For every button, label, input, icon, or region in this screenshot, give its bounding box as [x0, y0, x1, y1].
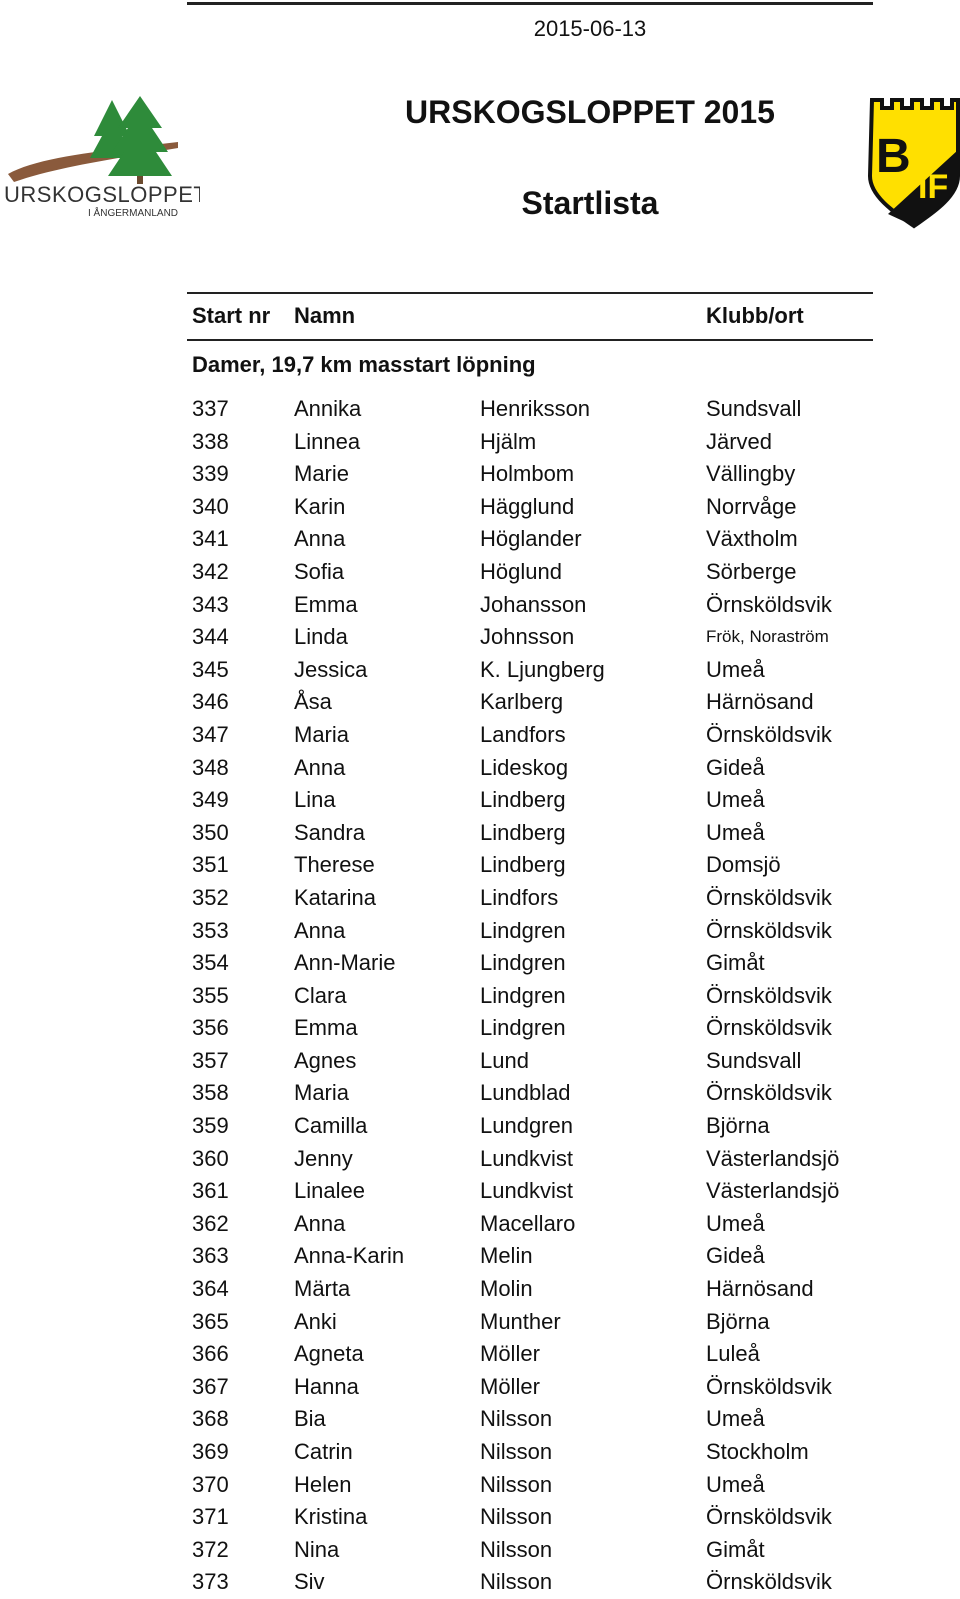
last-name-cell: Holmbom — [480, 461, 575, 487]
bif-club-logo — [868, 94, 960, 230]
table-row — [0, 849, 960, 882]
last-name-cell: Lundkvist — [480, 1145, 573, 1171]
first-name-cell: Clara — [294, 982, 347, 1008]
club-cell: Västerlandsjö — [706, 1178, 840, 1204]
club-cell: Umeå — [706, 787, 765, 813]
last-name-cell: Lindgren — [480, 950, 566, 976]
club-cell: Örnsköldsvik — [706, 917, 832, 943]
first-name-cell: Agneta — [294, 1341, 364, 1367]
last-name-cell: Lundkvist — [480, 1178, 573, 1204]
first-name-cell: Anna-Karin — [294, 1243, 405, 1269]
start-nr-cell: 363 — [192, 1243, 229, 1269]
start-nr-cell: 366 — [192, 1341, 229, 1367]
table-row — [0, 719, 960, 752]
first-name-cell: Anki — [294, 1308, 337, 1334]
column-header-club: Klubb/ort — [706, 303, 804, 328]
last-name-cell: Nilsson — [480, 1536, 553, 1562]
start-nr-cell: 371 — [192, 1504, 229, 1530]
start-nr-cell: 356 — [192, 1015, 229, 1041]
start-nr-cell: 373 — [192, 1569, 229, 1595]
first-name-cell: Annika — [294, 396, 362, 421]
club-cell: Gideå — [706, 754, 765, 780]
start-nr-cell: 351 — [192, 852, 229, 878]
club-cell: Domsjö — [706, 852, 781, 878]
header-bottom-rule — [187, 339, 873, 341]
document-date: 2015-06-13 — [533, 16, 647, 41]
table-row — [0, 947, 960, 980]
column-header-name: Namn — [294, 303, 356, 328]
club-cell: Norrvåge — [706, 493, 797, 519]
club-cell: Björna — [706, 1308, 770, 1334]
last-name-cell: Höglander — [480, 526, 582, 552]
start-nr-cell: 370 — [192, 1471, 229, 1497]
table-row — [0, 1534, 960, 1567]
first-name-cell: Anna — [294, 754, 346, 780]
table-row — [0, 1566, 960, 1599]
first-name-cell: Sandra — [294, 819, 365, 845]
tree-icon — [0, 92, 200, 227]
club-cell: Sundsvall — [706, 1047, 802, 1073]
start-nr-cell: 341 — [192, 526, 229, 552]
start-nr-cell: 353 — [192, 917, 229, 943]
start-nr-cell: 342 — [192, 558, 229, 584]
last-name-cell: Macellaro — [480, 1210, 576, 1236]
startlist-table — [0, 393, 960, 1599]
table-row — [0, 621, 960, 654]
table-row — [0, 589, 960, 622]
last-name-cell: Höglund — [480, 558, 562, 584]
first-name-cell: Marie — [294, 461, 350, 487]
start-nr-cell: 357 — [192, 1047, 229, 1073]
header-top-rule — [187, 292, 873, 294]
club-cell: Örnsköldsvik — [706, 982, 832, 1008]
table-row — [0, 1077, 960, 1110]
last-name-cell: Lundgren — [480, 1113, 573, 1139]
section-heading: Damer, 19,7 km masstart löpning — [192, 352, 536, 377]
table-row — [0, 1012, 960, 1045]
first-name-cell: Camilla — [294, 1113, 368, 1139]
first-name-cell: Helen — [294, 1471, 352, 1497]
table-row — [0, 654, 960, 687]
start-nr-cell: 349 — [192, 787, 229, 813]
first-name-cell: Catrin — [294, 1439, 353, 1464]
last-name-cell: Johansson — [480, 591, 587, 617]
club-cell: Örnsköldsvik — [706, 884, 832, 910]
last-name-cell: Lindberg — [480, 819, 566, 845]
last-name-cell: Hägglund — [480, 493, 575, 519]
start-nr-cell: 367 — [192, 1373, 229, 1399]
start-nr-cell: 364 — [192, 1276, 229, 1302]
first-name-cell: Therese — [294, 852, 375, 878]
first-name-cell: Siv — [294, 1569, 325, 1595]
club-cell: Gideå — [706, 1243, 765, 1269]
start-nr-cell: 362 — [192, 1210, 229, 1236]
table-row — [0, 1436, 960, 1469]
first-name-cell: Hanna — [294, 1373, 359, 1399]
table-row — [0, 523, 960, 556]
start-nr-cell: 368 — [192, 1406, 229, 1432]
club-cell: Härnösand — [706, 689, 814, 715]
last-name-cell: Lindberg — [480, 787, 566, 813]
table-row — [0, 491, 960, 524]
table-row — [0, 1110, 960, 1143]
last-name-cell: Molin — [480, 1276, 533, 1302]
club-cell: Gimåt — [706, 1536, 765, 1562]
club-cell: Umeå — [706, 1210, 765, 1236]
first-name-cell: Lina — [294, 787, 336, 813]
first-name-cell: Linda — [294, 624, 348, 650]
urskogsloppet-logo — [0, 92, 200, 227]
club-cell: Gimåt — [706, 950, 765, 976]
document-subtitle: Startlista — [521, 185, 659, 221]
club-cell: Örnsköldsvik — [706, 1015, 832, 1041]
table-row — [0, 784, 960, 817]
table-row — [0, 817, 960, 850]
start-nr-cell: 348 — [192, 754, 229, 780]
club-cell: Örnsköldsvik — [706, 1373, 832, 1399]
table-row — [0, 752, 960, 785]
start-nr-cell: 345 — [192, 656, 229, 682]
first-name-cell: Anna — [294, 1210, 346, 1236]
last-name-cell: Lundblad — [480, 1080, 571, 1106]
table-row — [0, 556, 960, 589]
last-name-cell: Nilsson — [480, 1406, 553, 1432]
start-nr-cell: 346 — [192, 689, 229, 715]
last-name-cell: Lideskog — [480, 754, 569, 780]
last-name-cell: Nilsson — [480, 1504, 553, 1530]
start-nr-cell: 354 — [192, 950, 229, 976]
table-row — [0, 458, 960, 491]
club-cell: Björna — [706, 1113, 770, 1139]
last-name-cell: Möller — [480, 1373, 540, 1399]
start-nr-cell: 350 — [192, 819, 229, 845]
table-row — [0, 1469, 960, 1502]
last-name-cell: Lindfors — [480, 884, 559, 910]
table-row — [0, 1403, 960, 1436]
table-row — [0, 1371, 960, 1404]
last-name-cell: Hjälm — [480, 428, 537, 454]
table-row — [0, 1501, 960, 1534]
start-nr-cell: 359 — [192, 1113, 229, 1139]
club-cell: Örnsköldsvik — [706, 1504, 832, 1530]
last-name-cell: Nilsson — [480, 1569, 553, 1595]
last-name-cell: Nilsson — [480, 1439, 553, 1464]
club-cell: Luleå — [706, 1341, 760, 1367]
club-cell: Örnsköldsvik — [706, 1569, 832, 1595]
last-name-cell: Möller — [480, 1341, 540, 1367]
svg-text:B: B — [876, 130, 911, 183]
club-cell: Frök, Noraström — [706, 627, 829, 647]
start-nr-cell: 344 — [192, 624, 229, 650]
start-nr-cell: 355 — [192, 982, 229, 1008]
last-name-cell: Johnsson — [480, 624, 575, 650]
first-name-cell: Emma — [294, 1015, 358, 1041]
table-row — [0, 1208, 960, 1241]
start-nr-cell: 339 — [192, 461, 229, 487]
club-cell: Umeå — [706, 1406, 765, 1432]
start-nr-cell: 337 — [192, 396, 229, 421]
club-cell: Härnösand — [706, 1276, 814, 1302]
start-nr-cell: 360 — [192, 1145, 229, 1171]
table-row — [0, 1143, 960, 1176]
document-title: URSKOGSLOPPET 2015 — [405, 94, 775, 130]
last-name-cell: Nilsson — [480, 1471, 553, 1497]
start-nr-cell: 358 — [192, 1080, 229, 1106]
first-name-cell: Märta — [294, 1276, 351, 1302]
club-cell: Stockholm — [706, 1439, 809, 1464]
shield-icon — [868, 94, 960, 230]
start-nr-cell: 369 — [192, 1439, 229, 1464]
start-nr-cell: 365 — [192, 1308, 229, 1334]
club-cell: Umeå — [706, 656, 765, 682]
start-nr-cell: 347 — [192, 721, 229, 747]
start-nr-cell: 338 — [192, 428, 229, 454]
club-cell: Järved — [706, 428, 773, 454]
table-row — [0, 426, 960, 459]
first-name-cell: Ann-Marie — [294, 950, 396, 976]
first-name-cell: Jessica — [294, 656, 368, 682]
start-nr-cell: 361 — [192, 1178, 229, 1204]
last-name-cell: K. Ljungberg — [480, 656, 605, 682]
last-name-cell: Karlberg — [480, 689, 564, 715]
table-row — [0, 1273, 960, 1306]
club-cell: Vällingby — [706, 461, 796, 487]
svg-text:IF: IF — [918, 168, 949, 206]
table-row — [0, 1045, 960, 1078]
first-name-cell: Linalee — [294, 1178, 365, 1204]
first-name-cell: Katarina — [294, 884, 376, 910]
top-rule — [187, 2, 873, 5]
table-row — [0, 882, 960, 915]
club-cell: Umeå — [706, 819, 765, 845]
column-header-start-nr: Start nr — [192, 303, 271, 328]
club-cell: Örnsköldsvik — [706, 1080, 832, 1106]
last-name-cell: Munther — [480, 1308, 561, 1334]
first-name-cell: Anna — [294, 917, 346, 943]
first-name-cell: Maria — [294, 721, 350, 747]
first-name-cell: Bia — [294, 1406, 326, 1432]
last-name-cell: Henriksson — [480, 396, 591, 421]
club-cell: Örnsköldsvik — [706, 721, 832, 747]
last-name-cell: Melin — [480, 1243, 533, 1269]
last-name-cell: Lindgren — [480, 917, 566, 943]
svg-text:I ÅNGERMANLAND: I ÅNGERMANLAND — [88, 208, 179, 219]
last-name-cell: Lindgren — [480, 982, 566, 1008]
first-name-cell: Maria — [294, 1080, 350, 1106]
start-nr-cell: 372 — [192, 1536, 229, 1562]
start-nr-cell: 340 — [192, 493, 229, 519]
first-name-cell: Nina — [294, 1536, 340, 1562]
svg-text:URSKOGSLOPPET: URSKOGSLOPPET — [4, 182, 200, 207]
club-cell: Örnsköldsvik — [706, 591, 832, 617]
table-row — [0, 393, 960, 426]
table-row — [0, 1175, 960, 1208]
first-name-cell: Emma — [294, 591, 358, 617]
first-name-cell: Sofia — [294, 558, 345, 584]
first-name-cell: Jenny — [294, 1145, 353, 1171]
table-row — [0, 980, 960, 1013]
last-name-cell: Landfors — [480, 721, 566, 747]
last-name-cell: Lund — [480, 1047, 529, 1073]
club-cell: Sörberge — [706, 558, 797, 584]
start-nr-cell: 352 — [192, 884, 229, 910]
table-row — [0, 686, 960, 719]
table-row — [0, 915, 960, 948]
last-name-cell: Lindgren — [480, 1015, 566, 1041]
table-row — [0, 1240, 960, 1273]
club-cell: Umeå — [706, 1471, 765, 1497]
first-name-cell: Karin — [294, 493, 346, 519]
club-cell: Västerlandsjö — [706, 1145, 840, 1171]
table-row — [0, 1338, 960, 1371]
club-cell: Växtholm — [706, 526, 798, 552]
last-name-cell: Lindberg — [480, 852, 566, 878]
table-row — [0, 1306, 960, 1339]
first-name-cell: Linnea — [294, 428, 361, 454]
first-name-cell: Kristina — [294, 1504, 368, 1530]
club-cell: Sundsvall — [706, 396, 802, 421]
start-nr-cell: 343 — [192, 591, 229, 617]
first-name-cell: Anna — [294, 526, 346, 552]
first-name-cell: Åsa — [294, 689, 332, 715]
first-name-cell: Agnes — [294, 1047, 357, 1073]
